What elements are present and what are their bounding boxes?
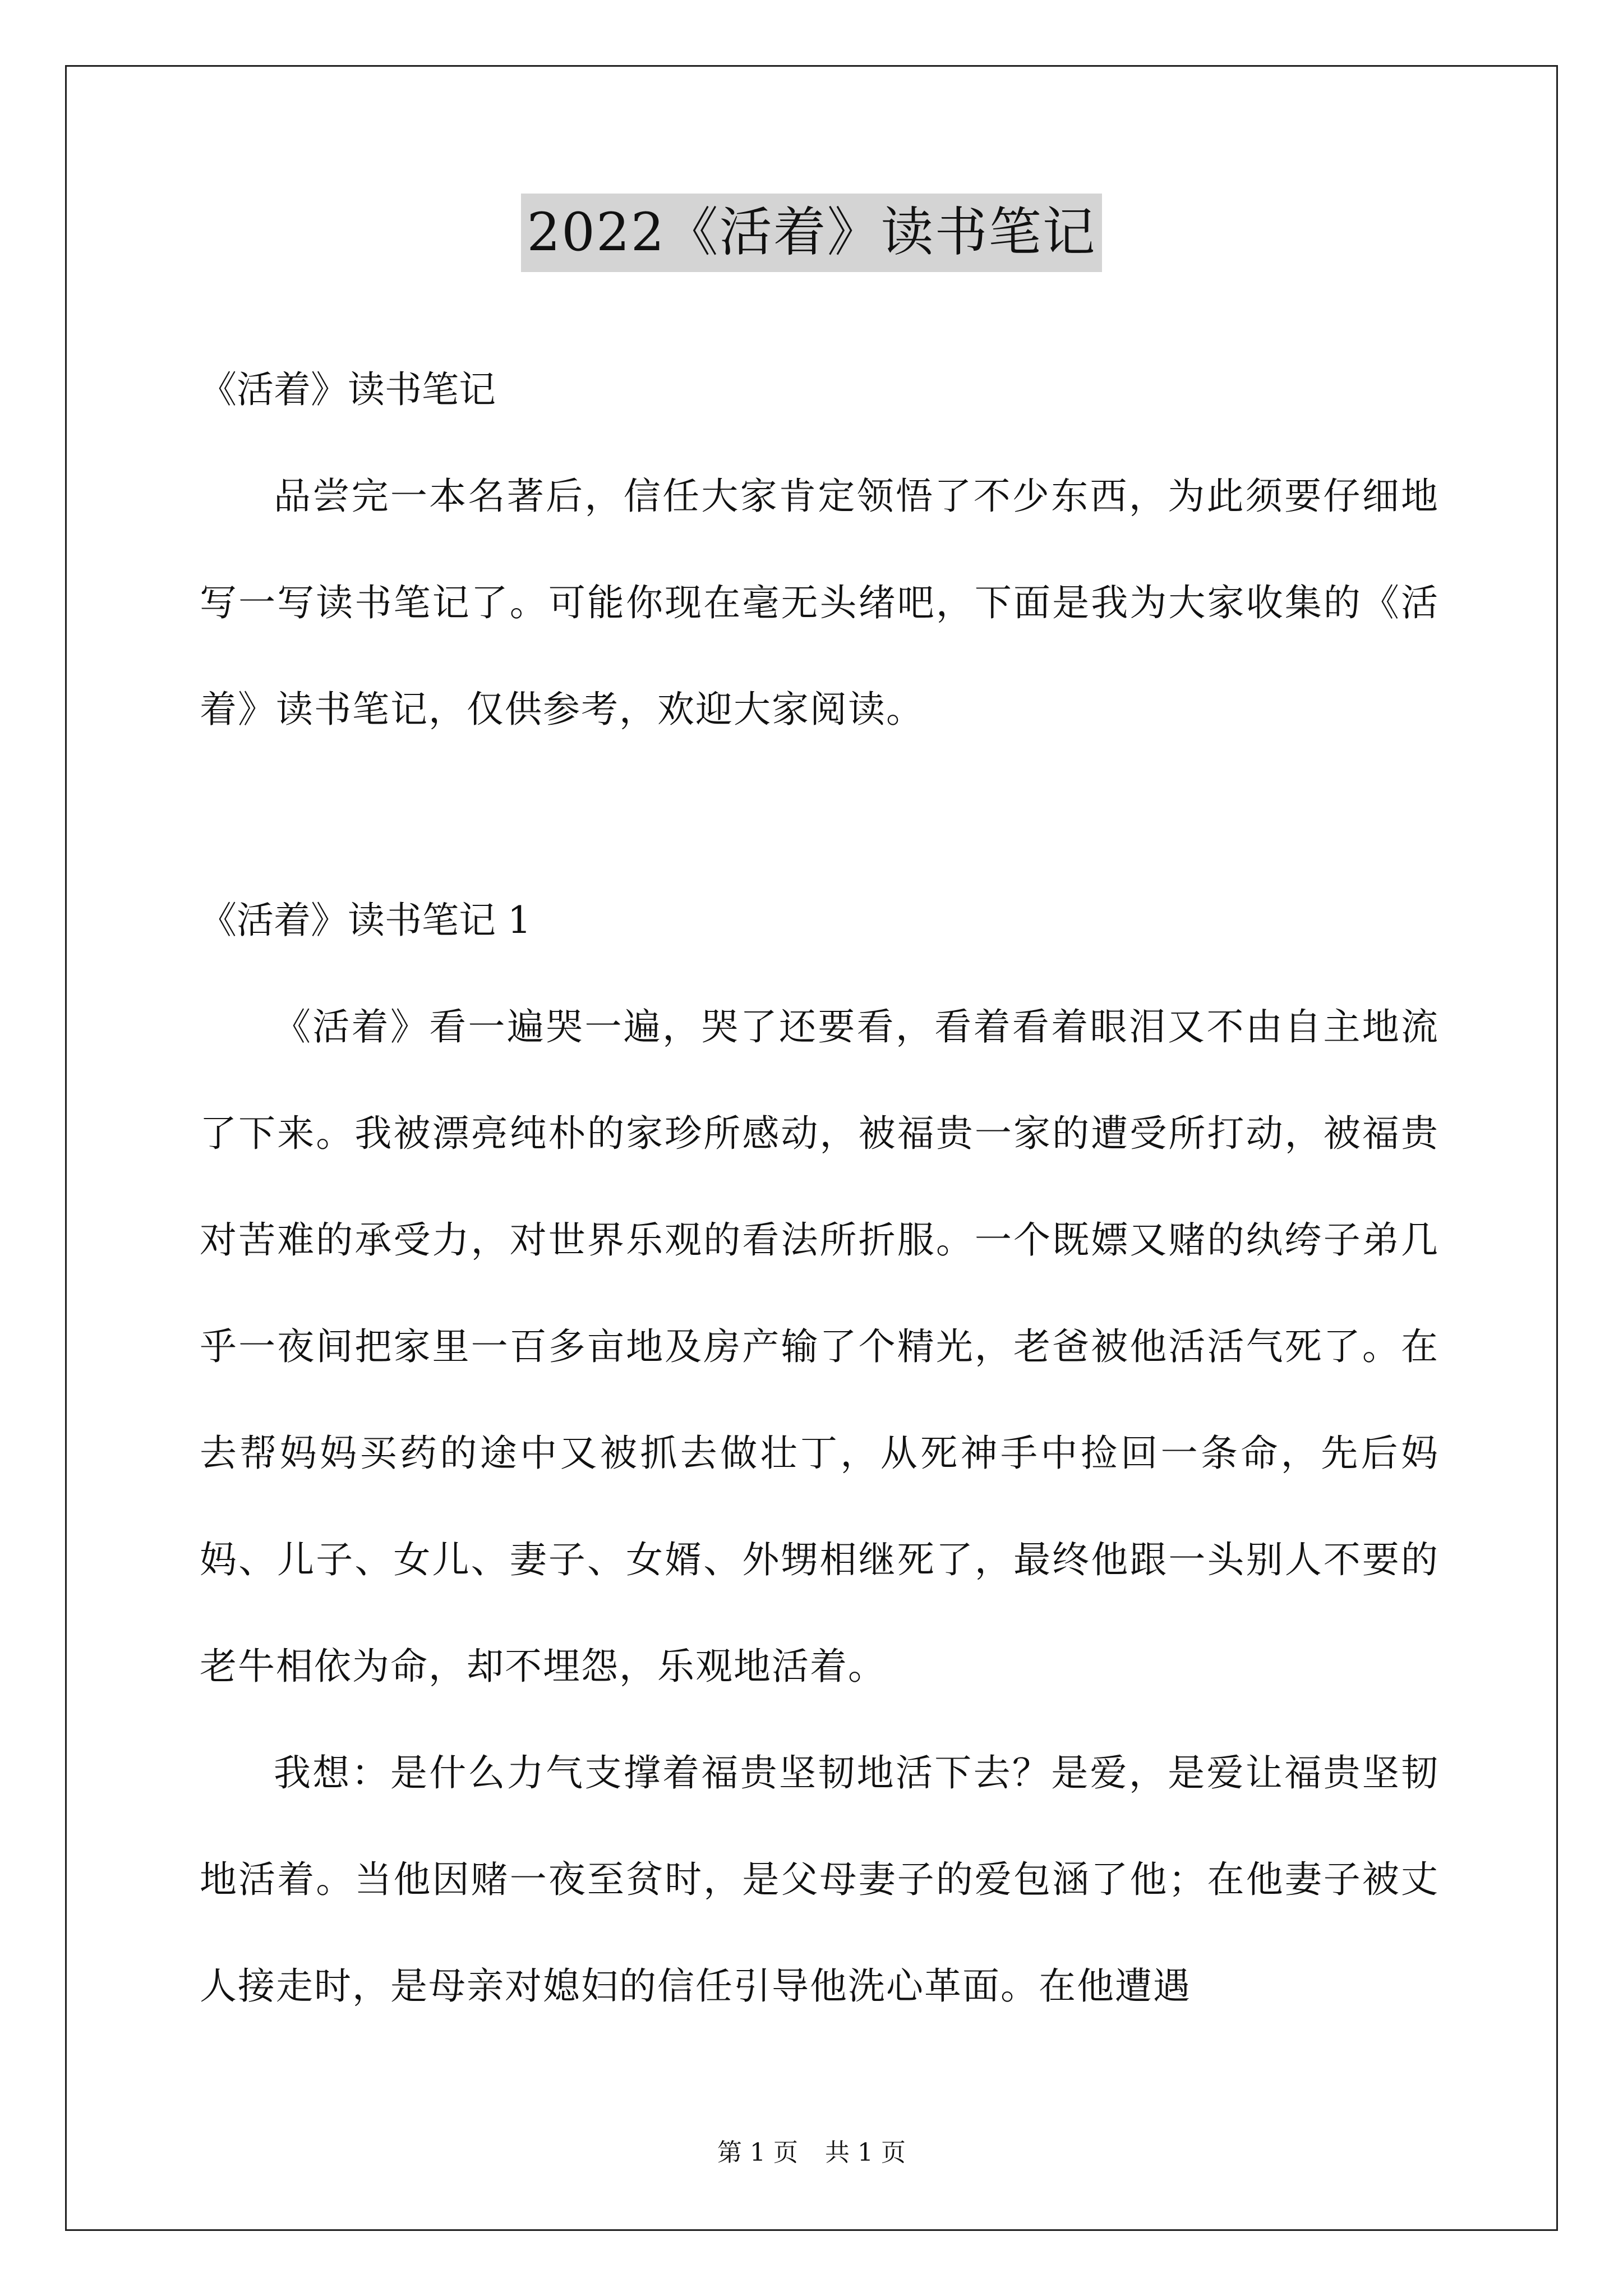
- document-body: [200, 337, 1439, 2040]
- document-title: 2022《活着》读书笔记: [521, 194, 1101, 272]
- section-spacer: [200, 763, 1439, 867]
- body-paragraph-1: 《活着》看一遍哭一遍，哭了还要看，看着看着眼泪又不由自主地流了下来。我被漂亮纯朴的家珍所感动，被福贵一家的遭受所打动，被福贵对苦难的承受力，对世界乐观的看法所折服。一个既嫖又赌的纨绔子弟几乎一夜间把家里一百多亩地及房产输了个精光，老爸被他活活气死了。在去帮妈妈买药的途中又被抓去做壮丁，从死神手中捡回一条命，先后妈妈、儿子、女儿、妻子、女婿、外甥相继死了，最终他跟一头别人不要的老牛相依为命，却不埋怨，乐观地活着。: [200, 1005, 1439, 1688]
- intro-paragraph: 品尝完一本名著后，信任大家肯定领悟了不少东西，为此须要仔细地写一写读书笔记了。可能你现在毫无头绪吧，下面是我为大家收集的《活着》读书笔记，仅供参考，欢迎大家阅读。: [200, 475, 1439, 731]
- page-number-current: 第 1 页: [717, 2138, 798, 2167]
- page-number-total: 共 1 页: [825, 2138, 906, 2167]
- body-paragraph-2: 我想：是什么力气支撑着福贵坚韧地活下去？是爱，是爱让福贵坚韧地活着。当他因赌一夜至贫时，是父母妻子的爱包涵了他；在他妻子被丈人接走时，是母亲对媳妇的信任引导他洗心革面。在他遭遇: [200, 1751, 1439, 2008]
- title-container: [0, 194, 1623, 272]
- section-heading: 《活着》读书笔记 1: [200, 899, 531, 942]
- page-footer: [0, 2136, 1623, 2170]
- intro-heading: 《活着》读书笔记: [200, 368, 496, 411]
